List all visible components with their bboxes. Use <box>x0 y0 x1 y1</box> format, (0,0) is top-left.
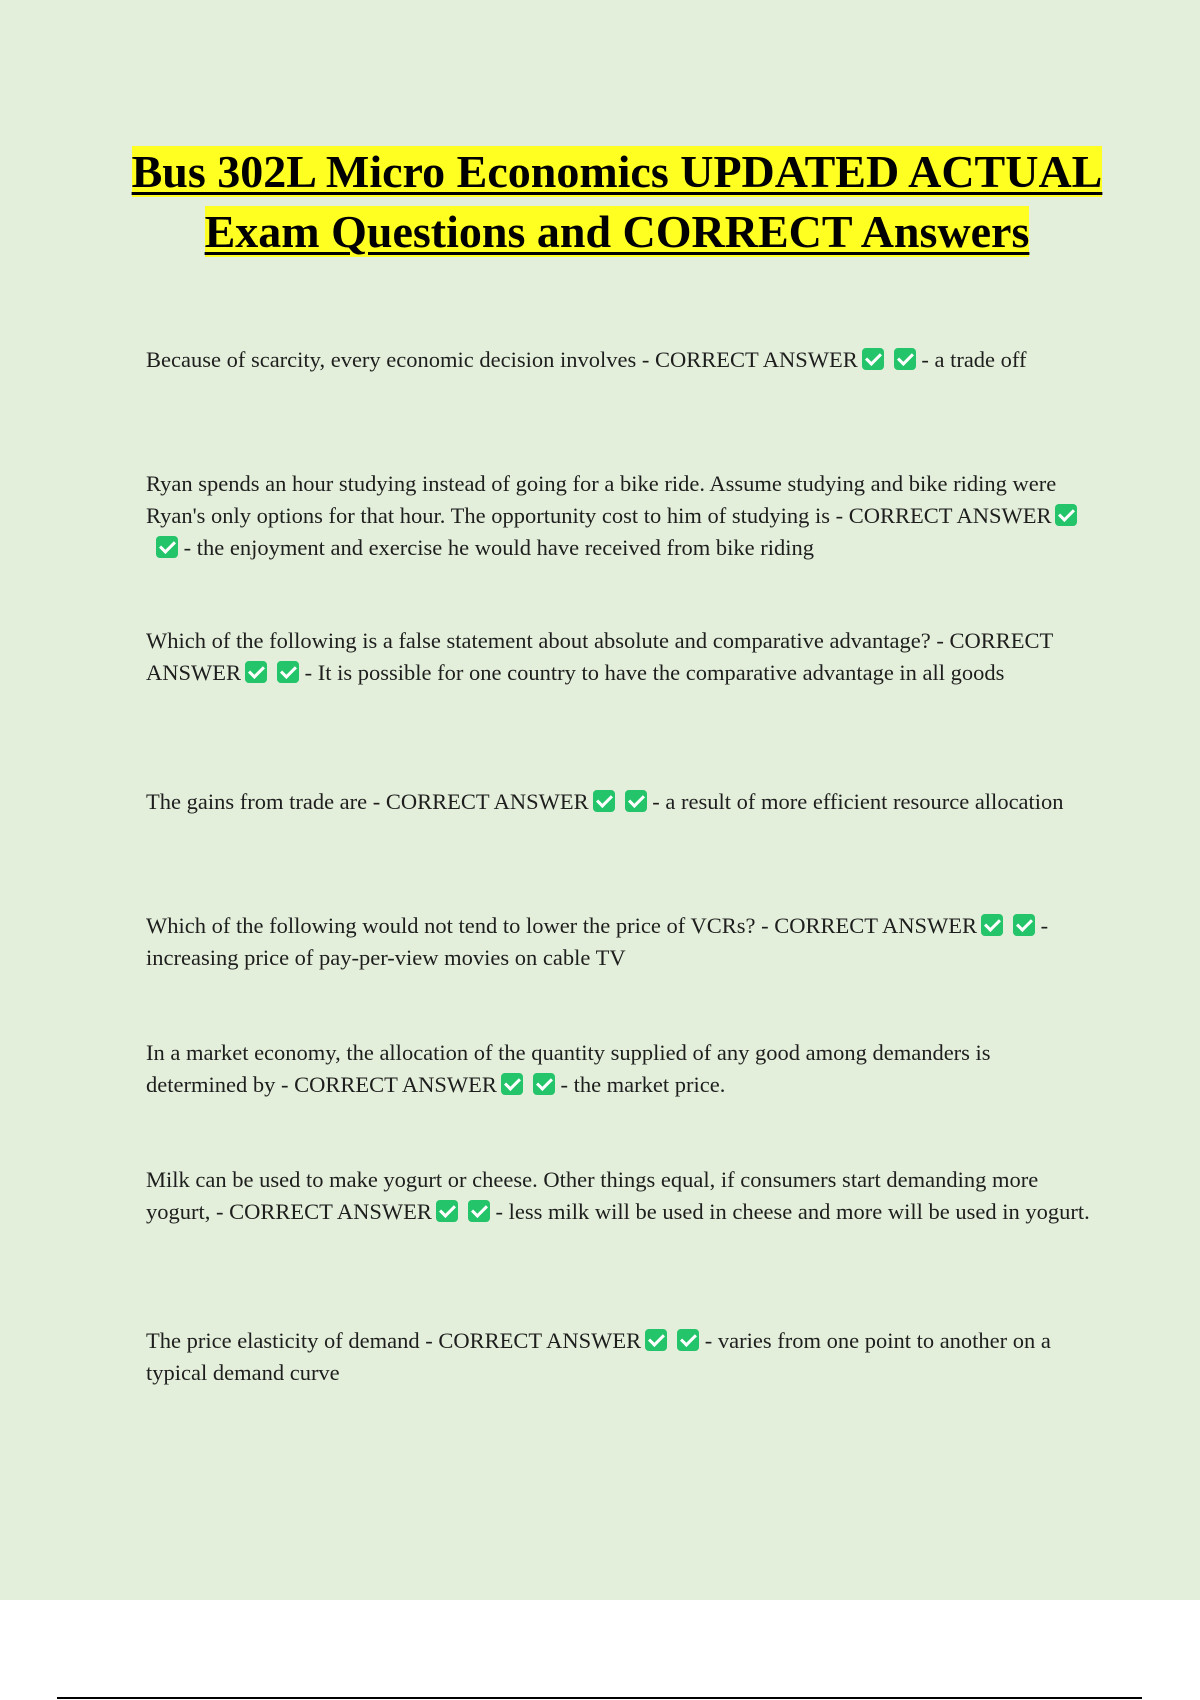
question-text: Ryan spends an hour studying instead of going for a bike ride. Assume studying and bike riding were Ryan's only options for that hour. The opportunity cost to him of studying is <box>146 471 1057 528</box>
correct-answer-marker: - CORRECT ANSWER <box>280 1072 497 1097</box>
check-mark-icon <box>277 661 299 683</box>
check-mark-icon <box>645 1329 667 1351</box>
check-mark-icon <box>1055 504 1077 526</box>
correct-answer-marker: - CORRECT ANSWER <box>641 347 858 372</box>
qa-item-6 <box>146 1037 1096 1101</box>
answer-text: - the market price. <box>560 1072 726 1097</box>
answer-text: - varies from one point to another on a typical demand curve <box>146 1328 1051 1385</box>
check-mark-icon <box>677 1329 699 1351</box>
check-mark-icon <box>981 914 1003 936</box>
answer-text: - increasing price of pay-per-view movies on cable TV <box>146 913 1049 970</box>
qa-item-4 <box>146 786 1096 818</box>
correct-answer-marker: - CORRECT ANSWER <box>425 1328 642 1353</box>
correct-answer-marker: - CORRECT ANSWER <box>216 1199 432 1224</box>
qa-item-2 <box>146 468 1096 564</box>
answer-text: - a trade off <box>921 347 1027 372</box>
correct-answer-marker: - CORRECT ANSWER <box>835 503 1052 528</box>
question-text: In a market economy, the allocation of the quantity supplied of any good among demanders is determined by <box>146 1040 991 1097</box>
qa-item-3 <box>146 625 1096 689</box>
question-text: The gains from trade are <box>146 789 368 814</box>
answer-text: - less milk will be used in cheese and more will be used in yogurt. <box>495 1199 1090 1224</box>
answer-text: - the enjoyment and exercise he would have received from bike riding <box>183 535 815 560</box>
correct-answer-marker: - CORRECT ANSWER <box>372 789 589 814</box>
question-text: Milk can be used to make yogurt or cheese. Other things equal, if consumers start demanding more yogurt, <box>146 1167 1039 1224</box>
check-mark-icon <box>156 536 178 558</box>
check-mark-icon <box>436 1200 458 1222</box>
check-mark-icon <box>245 661 267 683</box>
check-mark-icon <box>468 1200 490 1222</box>
check-mark-icon <box>501 1073 523 1095</box>
question-text: The price elasticity of demand <box>146 1328 420 1353</box>
answer-text: - a result of more efficient resource allocation <box>652 789 1064 814</box>
question-text: Because of scarcity, every economic decision involves <box>146 347 637 372</box>
correct-answer-marker: - CORRECT ANSWER <box>146 628 1053 685</box>
question-text: Which of the following is a false statement about absolute and comparative advantage? <box>146 628 931 653</box>
footer-divider <box>57 1697 1142 1699</box>
qa-item-7 <box>146 1164 1096 1228</box>
qa-item-1 <box>146 344 1096 376</box>
check-mark-icon <box>533 1073 555 1095</box>
title-block <box>120 142 1114 262</box>
check-mark-icon <box>894 348 916 370</box>
check-mark-icon <box>1013 914 1035 936</box>
qa-item-5 <box>146 910 1096 974</box>
question-text: Which of the following would not tend to lower the price of VCRs? <box>146 913 756 938</box>
correct-answer-marker: - CORRECT ANSWER <box>761 913 977 938</box>
check-mark-icon <box>593 790 615 812</box>
answer-text: - It is possible for one country to have the comparative advantage in all goods <box>304 660 1005 685</box>
check-mark-icon <box>862 348 884 370</box>
check-mark-icon <box>625 790 647 812</box>
page-title: Bus 302L Micro Economics UPDATED ACTUAL Exam Questions and CORRECT Answers <box>131 146 1103 257</box>
qa-item-8 <box>146 1325 1096 1389</box>
